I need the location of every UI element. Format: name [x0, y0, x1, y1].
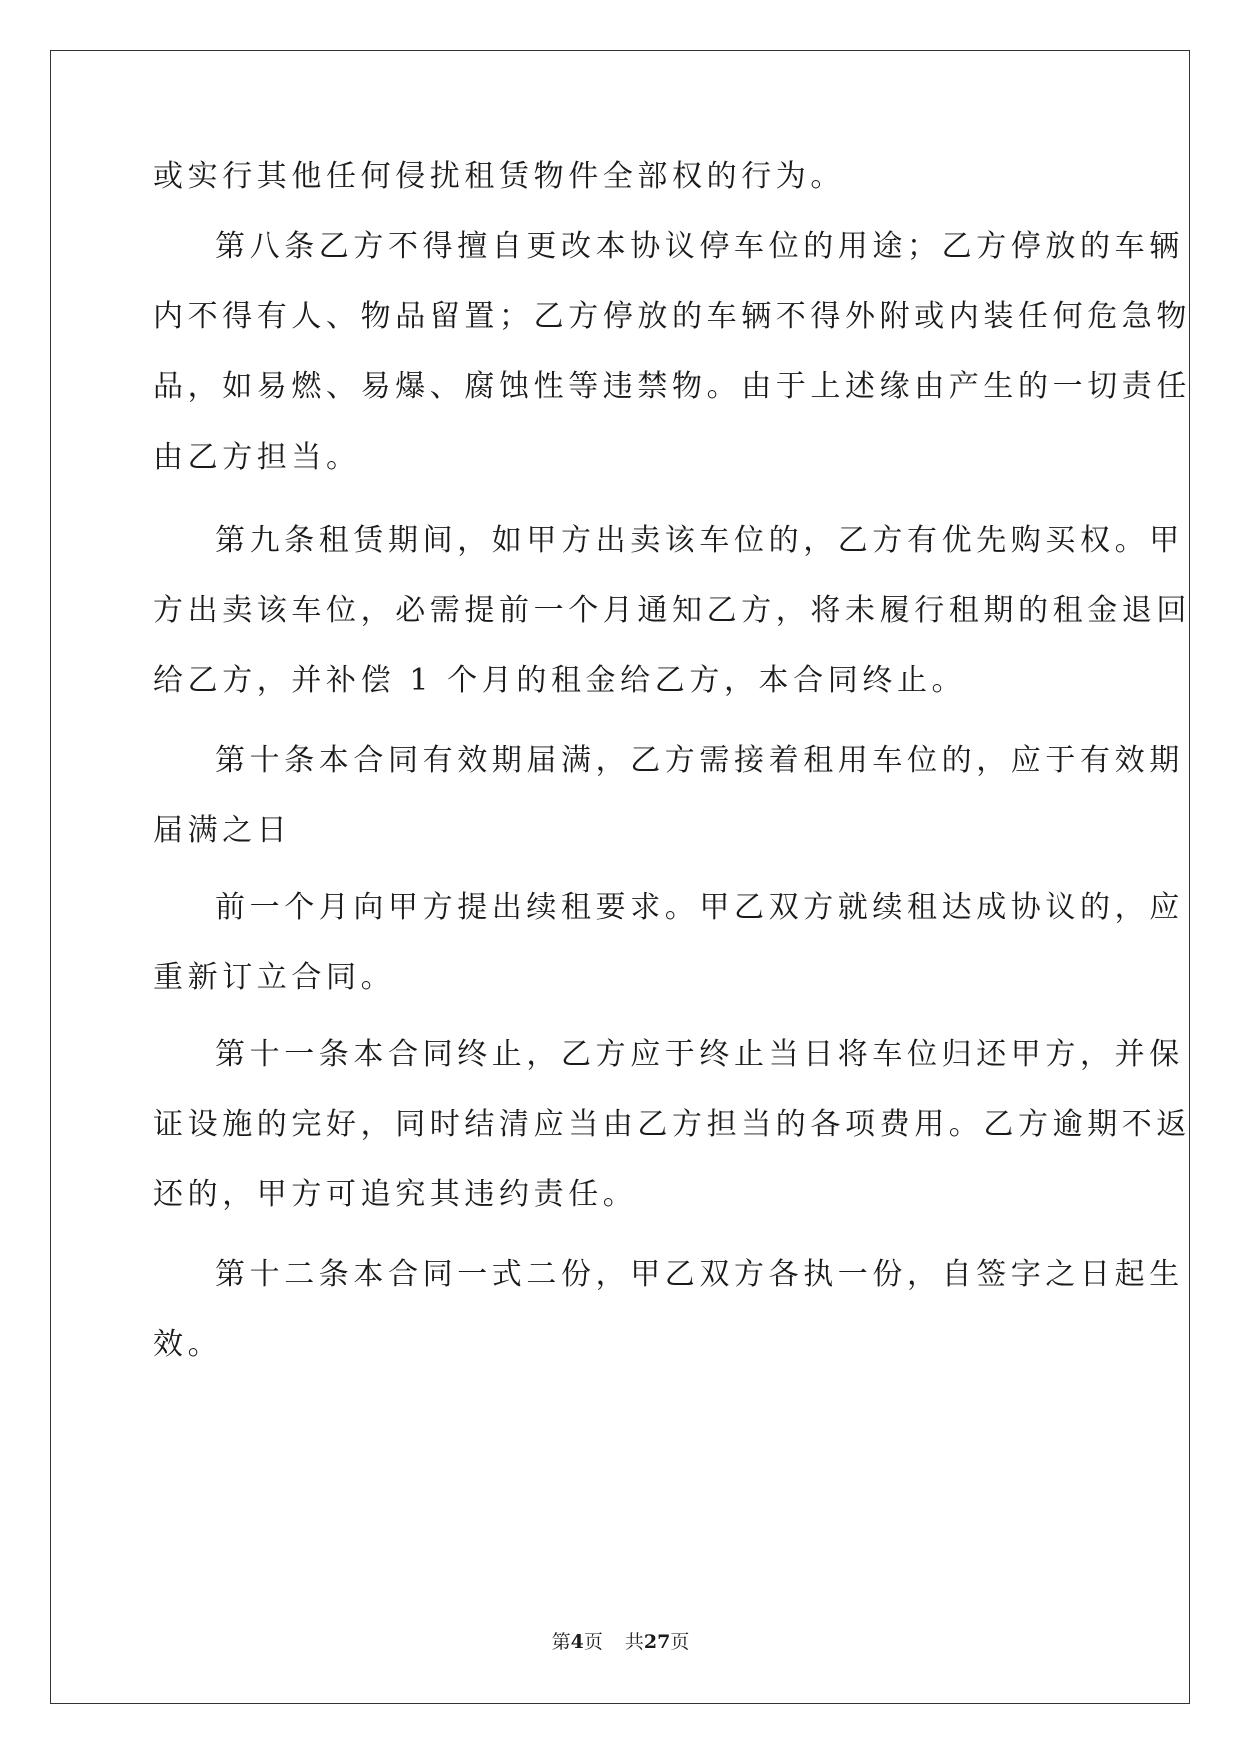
page-suffix: 页	[583, 1631, 603, 1653]
total-prefix: 共	[624, 1631, 644, 1653]
text-line: 由乙方担当。	[153, 440, 361, 475]
text-line: 或实行其他任何侵扰租赁物件全部权的行为。	[153, 159, 845, 194]
text-line: 内不得有人、物品留置；乙方停放的车辆不得外附或内装任何危急物	[153, 299, 1191, 334]
text-line: 效。	[153, 1327, 223, 1362]
paragraph-start-line: 第十一条本合同终止，乙方应于终止当日将车位归还甲方，并保	[215, 1037, 1184, 1072]
paragraph-start-line: 第十二条本合同一式二份，甲乙双方各执一份，自签字之日起生	[215, 1257, 1184, 1292]
text-line: 重新订立合同。	[153, 960, 396, 995]
text-line: 给乙方，并补偿 1 个月的租金给乙方，本合同终止。	[153, 663, 967, 698]
text-line: 届满之日	[153, 813, 292, 848]
text-line: 还的，甲方可追究其违约责任。	[153, 1177, 638, 1212]
page-number: 4	[570, 1631, 584, 1653]
paragraph-start-line: 第八条乙方不得擅自更改本协议停车位的用途；乙方停放的车辆	[215, 229, 1184, 264]
text-line: 方出卖该车位，必需提前一个月通知乙方，将未履行租期的租金退回	[153, 593, 1191, 628]
page-footer	[0, 1630, 1241, 1654]
text-line: 品，如易燃、易爆、腐蚀性等违禁物。由于上述缘由产生的一切责任	[153, 369, 1191, 404]
paragraph-start-line: 第十条本合同有效期届满，乙方需接着租用车位的，应于有效期	[215, 743, 1184, 778]
paragraph-start-line: 第九条租赁期间，如甲方出卖该车位的，乙方有优先购买权。甲	[215, 523, 1184, 558]
total-suffix: 页	[670, 1631, 690, 1653]
page-prefix: 第	[551, 1631, 571, 1653]
total-pages: 27	[643, 1631, 671, 1653]
text-line: 证设施的完好，同时结清应当由乙方担当的各项费用。乙方逾期不返	[153, 1107, 1191, 1142]
paragraph-start-line: 前一个月向甲方提出续租要求。甲乙双方就续租达成协议的，应	[215, 890, 1184, 925]
